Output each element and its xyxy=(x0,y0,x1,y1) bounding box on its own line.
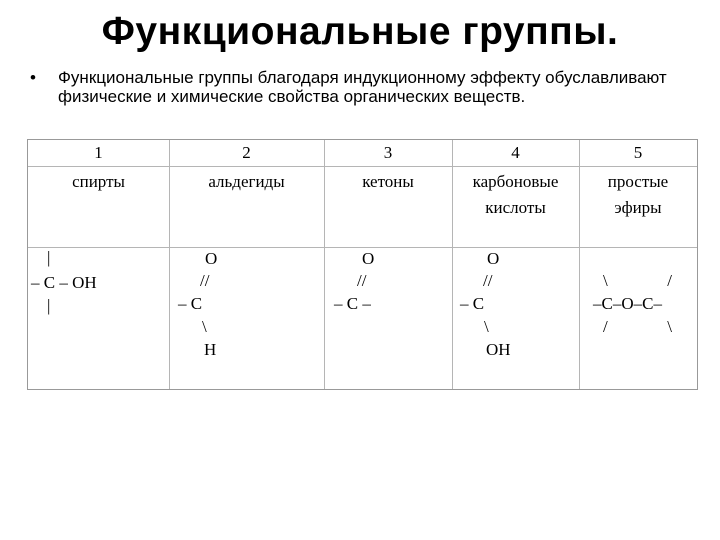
class-name-ethers-line2: эфиры xyxy=(614,198,662,217)
aldehyde-oxygen: O xyxy=(205,249,218,268)
functional-groups-table xyxy=(27,139,698,390)
alcohol-formula: – C – OH xyxy=(31,273,97,292)
aldehyde-double-bond: // xyxy=(200,271,210,290)
acid-double-bond: // xyxy=(483,271,493,290)
class-name-carboxylic-line2: кислоты xyxy=(485,198,546,217)
column-number: 5 xyxy=(633,143,643,162)
acid-single-bond: \ xyxy=(484,317,489,336)
ketone-oxygen: O xyxy=(362,249,375,268)
class-name-alcohols: спирты xyxy=(72,172,125,191)
class-name-ketones: кетоны xyxy=(362,172,414,191)
column-number: 2 xyxy=(242,143,251,162)
class-name-aldehydes: альдегиды xyxy=(208,172,285,191)
acid-oxygen: O xyxy=(487,249,500,268)
bullet-marker: • xyxy=(30,68,36,87)
ketone-carbon: – C – xyxy=(334,294,371,313)
aldehyde-hydrogen: H xyxy=(204,340,217,359)
bullet-text: Функциональные группы благодаря индукционному эффекту обуславливают физические и химические свойства органических веществ. xyxy=(58,68,667,106)
column-number: 3 xyxy=(383,143,393,162)
aldehyde-single-bond: \ xyxy=(202,317,207,336)
row-divider xyxy=(28,166,697,167)
acid-carbon: – C xyxy=(460,294,485,313)
slide-title: Функциональные группы. xyxy=(101,10,619,53)
alcohol-bond-bottom: | xyxy=(47,296,51,315)
column-number: 4 xyxy=(511,143,520,162)
alcohol-bond-top: | xyxy=(47,248,51,267)
acid-hydroxyl: OH xyxy=(486,340,511,359)
class-name-carboxylic-line1: карбоновые xyxy=(472,172,559,191)
ether-bonds-bottom: / \ xyxy=(603,317,672,336)
ether-formula: –C–O–C– xyxy=(593,294,662,313)
ketone-double-bond: // xyxy=(357,271,367,290)
row-divider xyxy=(28,247,697,248)
aldehyde-carbon: – C xyxy=(178,294,203,313)
class-name-ethers-line1: простые xyxy=(607,172,669,191)
column-number: 1 xyxy=(94,143,103,162)
ether-bonds-top: \ / xyxy=(603,271,672,290)
